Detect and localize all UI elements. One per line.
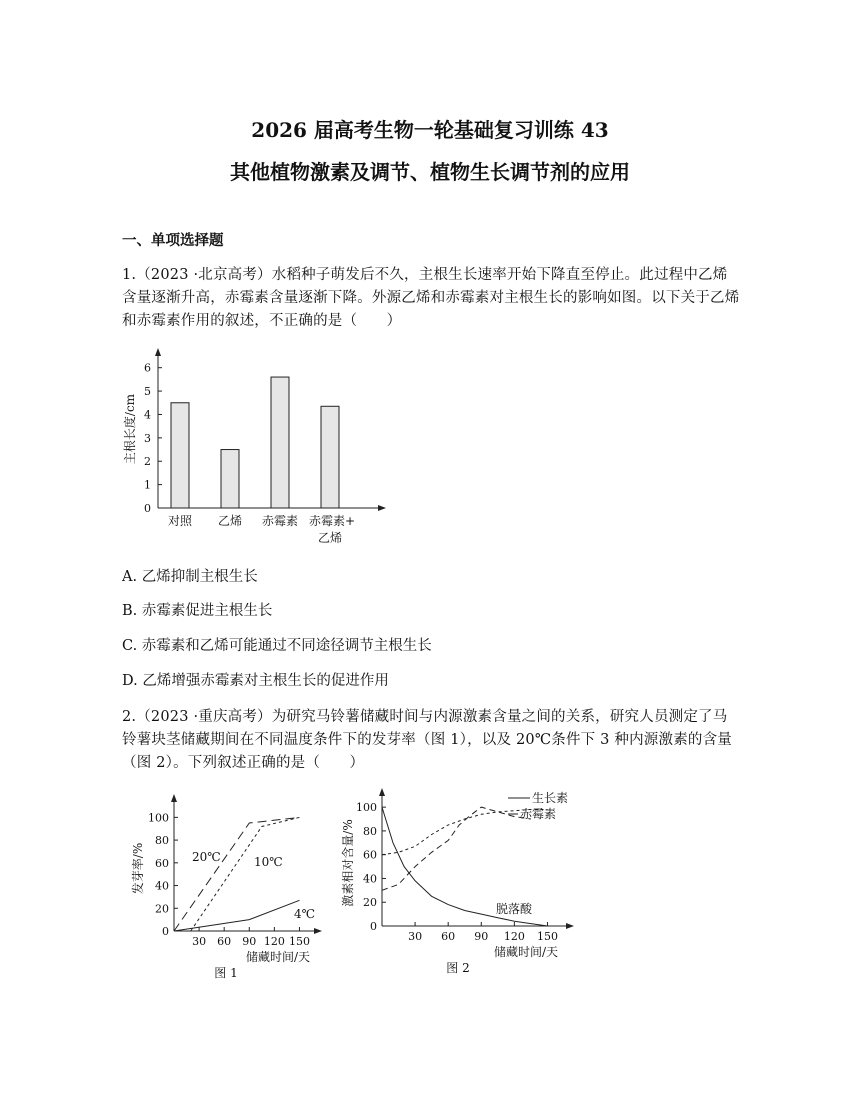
x-category-label: 乙烯	[217, 514, 243, 528]
bar-chart-root-length	[122, 342, 402, 554]
page-subtitle: 其他植物激素及调节、植物生长调节剂的应用	[230, 160, 630, 184]
page-title: 2026 届高考生物一轮基础复习训练 43	[251, 118, 609, 142]
y-tick-label: 0	[162, 925, 169, 938]
x-tick-label: 60	[441, 930, 456, 943]
y-tick-label: 4	[144, 408, 151, 422]
x-category-label: 对照	[167, 514, 193, 528]
y-tick-label: 20	[155, 902, 169, 916]
series-label: 4℃	[294, 907, 316, 921]
y-tick-label: 1	[144, 478, 151, 492]
y-tick-label: 0	[370, 920, 377, 933]
option-a: A. 乙烯抑制主根生长	[122, 569, 258, 585]
series-label: 10℃	[254, 855, 283, 869]
series-label: 20℃	[192, 850, 221, 864]
y-tick-label: 6	[144, 361, 151, 375]
y-tick-label: 5	[144, 385, 151, 399]
x-category-label: 赤霉素	[261, 514, 299, 528]
x-tick-label: 120	[503, 930, 525, 943]
x-axis-arrow	[566, 923, 574, 929]
y-axis-arrow	[155, 348, 161, 356]
series-label: 脱落酸	[496, 902, 533, 916]
option-c: C. 赤霉素和乙烯可能通过不同途径调节主根生长	[122, 638, 432, 654]
line-chart-hormone-content	[336, 780, 596, 986]
x-category-label: 乙烯	[317, 531, 343, 545]
x-tick-label: 30	[408, 930, 423, 943]
y-tick-label: 3	[144, 431, 151, 445]
y-tick-label: 60	[363, 848, 377, 862]
x-tick-label: 90	[242, 935, 257, 948]
figure-caption: 图 1	[214, 966, 238, 980]
x-axis-label: 储藏时间/天	[493, 945, 559, 959]
x-tick-label: 60	[217, 935, 232, 948]
option-d: D. 乙烯增强赤霉素对主根生长的促进作用	[122, 673, 389, 689]
question-2-stem: 2.（2023 ·重庆高考）为研究马铃薯储藏时间与内源激素含量之间的关系，研究人员测定了马铃薯块茎储藏期间在不同温度条件下的发芽率（图 1），以及 20℃条件下 3 种内源激素的含量（图 2）。下列叙述正确的是（ ）	[122, 709, 733, 771]
y-axis-label: 发芽率/%	[131, 842, 145, 895]
section-heading: 一、单项选择题	[122, 232, 224, 249]
y-axis-arrow	[379, 788, 385, 796]
option-b: B. 赤霉素促进主根生长	[122, 603, 273, 619]
y-tick-label: 40	[155, 879, 169, 893]
x-axis-arrow	[314, 928, 322, 934]
series-line	[174, 817, 300, 931]
y-tick-label: 80	[363, 824, 377, 838]
y-axis-label: 激素相对含量/%	[341, 819, 355, 907]
question-1-stem: 1.（2023 ·北京高考）水稻种子萌发后不久，主根生长速率开始下降直至停止。此过程中乙烯含量逐渐升高，赤霉素含量逐渐下降。外源乙烯和赤霉素对主根生长的影响如图。以下关于乙烯和赤霉素作用的叙述，不正确的是（ ）	[122, 267, 740, 329]
x-axis-arrow	[378, 505, 386, 511]
y-tick-label: 2	[144, 455, 151, 469]
series-line	[174, 900, 300, 931]
bar	[321, 406, 339, 508]
x-axis-label: 储藏时间/天	[245, 950, 311, 964]
y-tick-label: 100	[148, 811, 169, 825]
bar	[271, 377, 289, 508]
y-tick-label: 0	[144, 502, 151, 515]
y-axis-label: 主根长度/cm	[123, 393, 137, 465]
series-label: 生长素	[532, 791, 569, 805]
series-label: 赤霉素	[520, 807, 557, 821]
series-line	[382, 807, 531, 890]
y-tick-label: 100	[356, 801, 377, 815]
x-category-label: 赤霉素+	[308, 514, 356, 528]
x-tick-label: 150	[288, 935, 310, 948]
y-tick-label: 40	[363, 872, 377, 886]
figure-caption: 图 2	[446, 961, 470, 975]
x-tick-label: 90	[474, 930, 489, 943]
x-tick-label: 30	[192, 935, 207, 948]
x-tick-label: 120	[263, 935, 285, 948]
y-tick-label: 80	[155, 834, 169, 848]
y-axis-arrow	[171, 794, 177, 802]
y-tick-label: 20	[363, 896, 377, 910]
series-line	[191, 817, 300, 931]
x-tick-label: 150	[536, 930, 558, 943]
y-tick-label: 60	[155, 856, 169, 870]
line-chart-germination-rate	[122, 786, 332, 986]
bar	[221, 450, 239, 508]
bar	[171, 403, 189, 508]
